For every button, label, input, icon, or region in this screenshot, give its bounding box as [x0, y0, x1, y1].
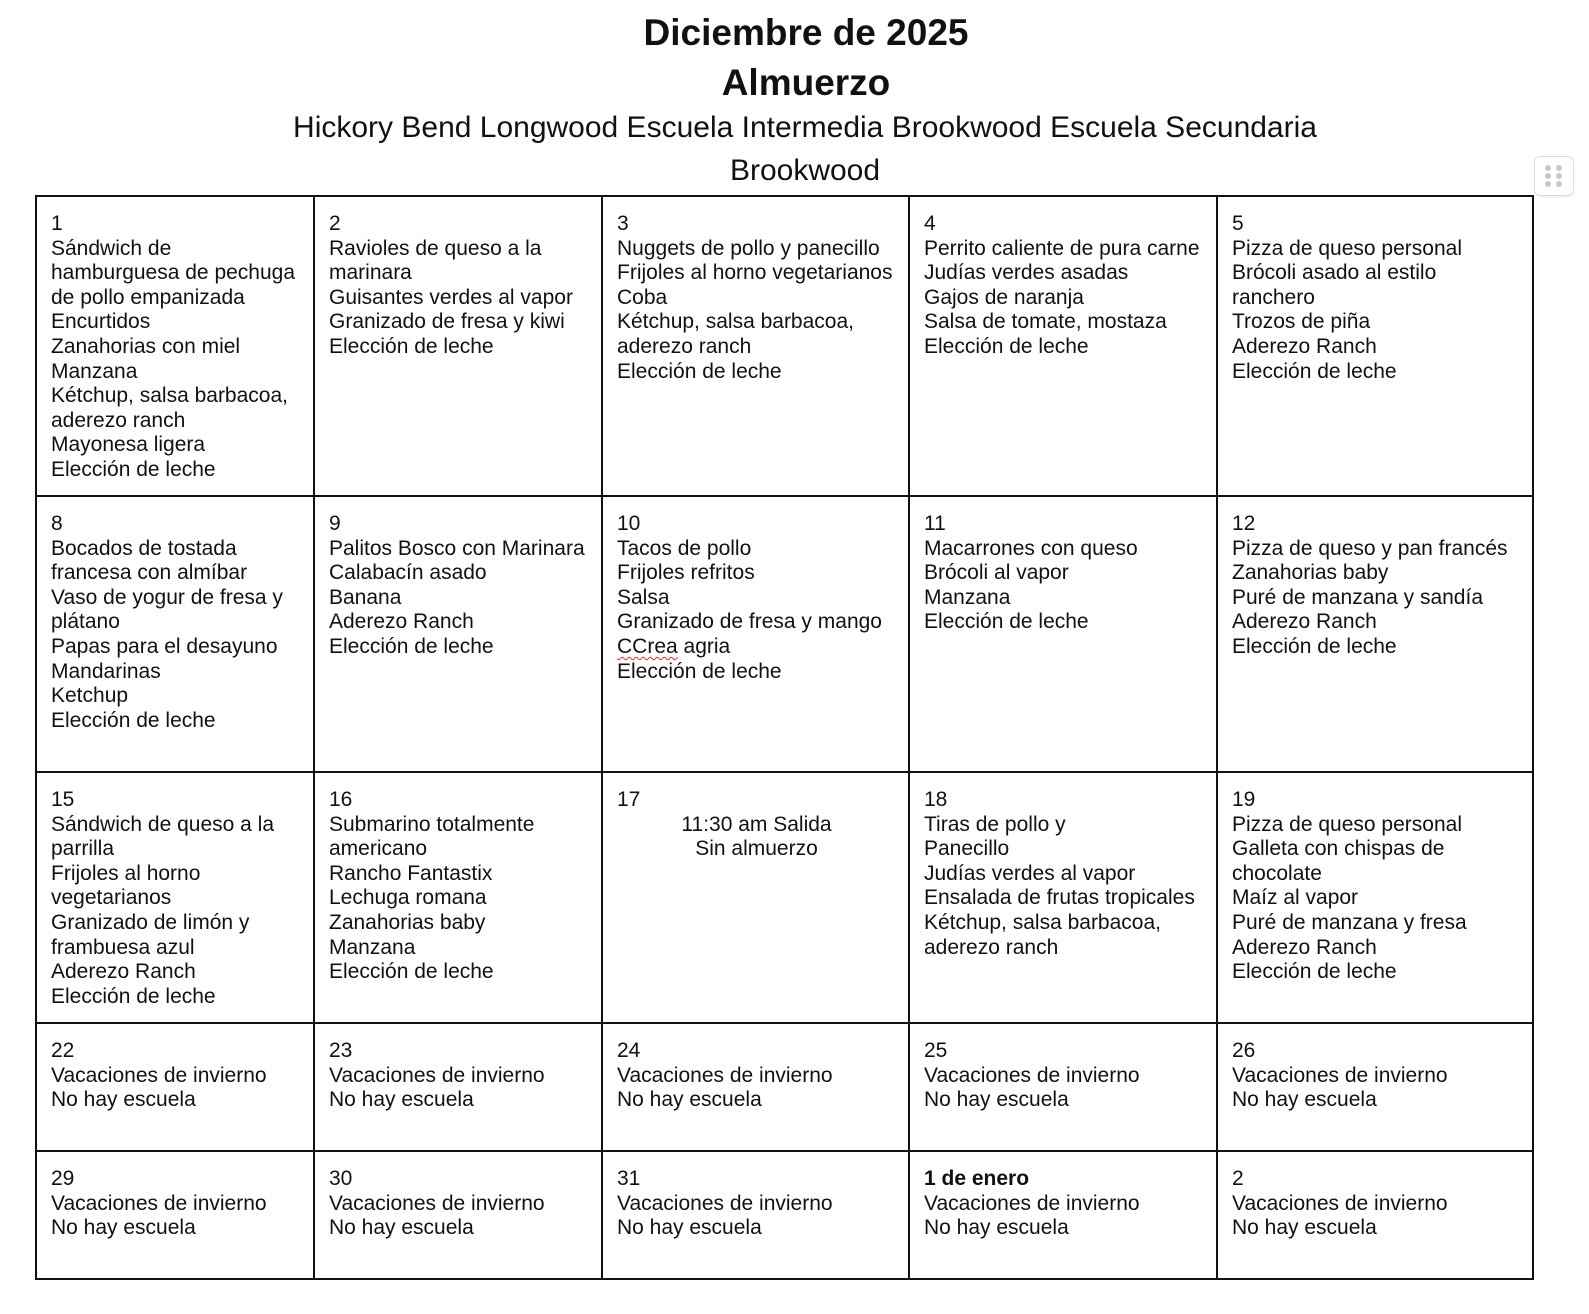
page-title: Diciembre de 2025: [643, 12, 969, 53]
misspelled-word[interactable]: CCrea: [617, 634, 678, 658]
day-number: 26: [1232, 1039, 1256, 1062]
calendar-day-cell[interactable]: [909, 196, 1217, 496]
calendar-day-cell[interactable]: [314, 196, 602, 496]
menu-item-rest: agria: [677, 634, 731, 658]
no-school-note: No hay escuela: [329, 1088, 474, 1112]
menu-item: Panecillo: [924, 837, 1010, 861]
menu-item: Manzana: [329, 935, 416, 959]
day-number: 11: [924, 512, 946, 535]
calendar-day-cell[interactable]: [909, 1151, 1217, 1279]
holiday-note: Vacaciones de invierno: [1232, 1063, 1448, 1087]
menu-item: Elección de leche: [51, 984, 216, 1008]
menu-item: Elección de leche: [1232, 960, 1397, 984]
no-school-note: No hay escuela: [924, 1088, 1069, 1112]
menu-item: Frijoles al horno vegetarianos: [51, 861, 201, 910]
menu-item: Granizado de fresa y kiwi: [329, 310, 565, 334]
holiday-note: Vacaciones de invierno: [617, 1063, 833, 1087]
day-number: 3: [617, 212, 629, 235]
menu-item: Elección de leche: [329, 334, 494, 358]
menu-item-sour-cream: [617, 635, 896, 660]
holiday-note: Vacaciones de invierno: [1232, 1191, 1448, 1215]
menu-item: Ensalada de frutas tropicales: [924, 886, 1195, 910]
drag-dot-icon: [1556, 181, 1562, 187]
calendar-week-row: [36, 1151, 1533, 1279]
calendar-week-row: [36, 1023, 1533, 1151]
day-number: 31: [617, 1167, 641, 1190]
menu-item: Elección de leche: [329, 960, 494, 984]
day-number-new-year: 1 de enero: [924, 1167, 1030, 1190]
day-number: 22: [51, 1039, 75, 1062]
menu-item: Macarrones con queso: [924, 536, 1138, 560]
day-number: 2: [1232, 1167, 1244, 1190]
menu-item: Maíz al vapor: [1232, 886, 1359, 910]
day-number: 15: [51, 788, 75, 811]
day-number: 4: [924, 212, 936, 235]
menu-item: Zanahorias con miel: [51, 334, 241, 358]
menu-item: Salsa: [617, 585, 670, 609]
no-school-note: No hay escuela: [1232, 1088, 1377, 1112]
no-school-note: No hay escuela: [617, 1088, 762, 1112]
menu-item: Submarino totalmente americano: [329, 812, 535, 861]
day-number: 17: [617, 788, 641, 811]
calendar-day-cell[interactable]: [36, 1023, 314, 1151]
menu-item: Salsa de tomate, mostaza: [924, 310, 1167, 334]
menu-item: Trozos de piña: [1232, 310, 1371, 334]
menu-item: Elección de leche: [1232, 359, 1397, 383]
menu-item: Tacos de pollo: [617, 536, 752, 560]
drag-dot-icon: [1556, 173, 1562, 179]
day-number: 16: [329, 788, 353, 811]
menu-item: Zanahorias baby: [329, 910, 486, 934]
menu-item: Manzana: [51, 359, 138, 383]
holiday-note: Vacaciones de invierno: [329, 1191, 545, 1215]
calendar-day-cell[interactable]: [602, 496, 909, 772]
menu-item: Zanahorias baby: [1232, 561, 1389, 585]
day-number: 29: [51, 1167, 75, 1190]
lunch-calendar-table: [35, 195, 1534, 1280]
menu-item: Bocados de tostada francesa con almíbar: [51, 536, 248, 585]
menu-item: Calabacín asado: [329, 561, 487, 585]
schools-subtitle-line2: Brookwood: [729, 154, 881, 187]
menu-item: Aderezo Ranch: [1232, 935, 1377, 959]
menu-item: Guisantes verdes al vapor: [329, 285, 573, 309]
calendar-day-cell[interactable]: [314, 496, 602, 772]
day-number: 25: [924, 1039, 948, 1062]
menu-item: Granizado de limón y frambuesa azul: [51, 910, 250, 959]
menu-item: Kétchup, salsa barbacoa, aderezo ranch: [617, 310, 854, 358]
menu-item: Elección de leche: [924, 334, 1089, 358]
menu-item: Brócoli al vapor: [924, 561, 1069, 585]
menu-item: Frijoles refritos: [617, 561, 755, 585]
day-number: 2: [329, 212, 341, 235]
no-school-note: No hay escuela: [924, 1216, 1069, 1240]
day-number: 24: [617, 1039, 641, 1062]
menu-item: Gajos de naranja: [924, 285, 1084, 309]
calendar-day-cell[interactable]: [602, 1151, 909, 1279]
menu-item: Aderezo Ranch: [329, 610, 474, 634]
menu-item: Elección de leche: [1232, 634, 1397, 658]
menu-item: Nuggets de pollo y panecillo: [617, 236, 880, 260]
table-drag-handle-icon[interactable]: [1534, 156, 1574, 196]
calendar-day-cell[interactable]: [314, 1023, 602, 1151]
menu-item: Judías verdes asadas: [924, 261, 1129, 285]
menu-item: Pizza de queso personal: [1232, 812, 1462, 836]
calendar-day-cell[interactable]: [602, 772, 909, 1023]
menu-item: Ravioles de queso a la marinara: [329, 236, 542, 285]
menu-item: Sándwich de hamburguesa de pechuga de pollo empanizada: [51, 236, 296, 309]
holiday-note: Vacaciones de invierno: [51, 1063, 267, 1087]
drag-dot-icon: [1545, 165, 1551, 171]
no-school-note: No hay escuela: [1232, 1216, 1377, 1240]
menu-item: Rancho Fantastix: [329, 861, 493, 885]
calendar-day-cell[interactable]: [36, 772, 314, 1023]
menu-item: Manzana: [924, 585, 1011, 609]
menu-item: Mayonesa ligera: [51, 433, 206, 457]
no-school-note: No hay escuela: [51, 1088, 196, 1112]
calendar-day-cell[interactable]: [1217, 496, 1533, 772]
drag-dot-icon: [1545, 173, 1551, 179]
menu-item: Encurtidos: [51, 310, 151, 334]
menu-item: Puré de manzana y fresa: [1232, 910, 1467, 934]
calendar-day-cell[interactable]: [909, 496, 1217, 772]
day-number: 1: [51, 212, 63, 235]
menu-item: Elección de leche: [51, 708, 216, 732]
menu-item: Pizza de queso personal: [1232, 236, 1462, 260]
schools-subtitle-line1: Hickory Bend Longwood Escuela Intermedia Brookwood Escuela Secundaria: [293, 111, 1317, 144]
menu-item: Lechuga romana: [329, 886, 487, 910]
early-dismissal-note: 11:30 am Salida: [681, 812, 832, 836]
day-number: 12: [1232, 512, 1256, 535]
menu-item: Elección de leche: [329, 634, 494, 658]
no-school-note: No hay escuela: [51, 1216, 196, 1240]
drag-dot-icon: [1545, 181, 1551, 187]
day-number: 9: [329, 512, 341, 535]
menu-item: Tiras de pollo y: [924, 812, 1066, 836]
holiday-note: Vacaciones de invierno: [329, 1063, 545, 1087]
calendar-day-cell[interactable]: [602, 1023, 909, 1151]
no-lunch-note: Sin almuerzo: [695, 837, 818, 861]
day-number: 18: [924, 788, 948, 811]
holiday-note: Vacaciones de invierno: [924, 1191, 1140, 1215]
calendar-day-cell[interactable]: [36, 496, 314, 772]
day-number: 5: [1232, 212, 1244, 235]
menu-item: Kétchup, salsa barbacoa, aderezo ranch: [924, 910, 1161, 959]
calendar-week-row: [36, 196, 1533, 496]
menu-item: Aderezo Ranch: [1232, 334, 1377, 358]
calendar-day-cell[interactable]: [602, 196, 909, 496]
menu-item: Mandarinas: [51, 659, 161, 683]
calendar-day-cell[interactable]: [909, 1023, 1217, 1151]
menu-item: Kétchup, salsa barbacoa, aderezo ranch: [51, 384, 288, 432]
calendar-day-cell[interactable]: [314, 1151, 602, 1279]
menu-item: Pizza de queso y pan francés: [1232, 536, 1508, 560]
calendar-day-cell[interactable]: [36, 196, 314, 496]
holiday-note: Vacaciones de invierno: [51, 1191, 267, 1215]
meal-title: Almuerzo: [721, 62, 891, 103]
menu-item: Aderezo Ranch: [51, 960, 196, 984]
calendar-day-cell[interactable]: [314, 772, 602, 1023]
calendar-week-row: [36, 496, 1533, 772]
menu-item: Elección de leche: [51, 457, 216, 481]
day-number: 8: [51, 512, 63, 535]
calendar-day-cell[interactable]: [1217, 772, 1533, 1023]
day-number: 23: [329, 1039, 353, 1062]
holiday-note: Vacaciones de invierno: [617, 1191, 833, 1215]
menu-item: Coba: [617, 285, 668, 309]
no-school-note: No hay escuela: [617, 1216, 762, 1240]
menu-item: Galleta con chispas de chocolate: [1232, 837, 1445, 885]
menu-item: Banana: [329, 585, 402, 609]
calendar-day-cell[interactable]: [1217, 196, 1533, 496]
schools-subtitle: [240, 106, 1370, 192]
calendar-day-cell[interactable]: [1217, 1151, 1533, 1279]
menu-item: Ketchup: [51, 684, 129, 708]
menu-item: Elección de leche: [617, 659, 782, 683]
menu-item: Perrito caliente de pura carne: [924, 236, 1200, 260]
menu-item: Judías verdes al vapor: [924, 861, 1136, 885]
menu-item: Puré de manzana y sandía: [1232, 585, 1483, 609]
holiday-note: Vacaciones de invierno: [924, 1063, 1140, 1087]
menu-item: Elección de leche: [924, 610, 1089, 634]
menu-item: Elección de leche: [617, 359, 782, 383]
menu-item: Frijoles al horno vegetarianos: [617, 261, 893, 285]
no-school-note: No hay escuela: [329, 1216, 474, 1240]
menu-item: Sándwich de queso a la parrilla: [51, 812, 274, 861]
day-number: 19: [1232, 788, 1256, 811]
drag-dot-icon: [1556, 165, 1562, 171]
day-number: 30: [329, 1167, 353, 1190]
calendar-day-cell[interactable]: [909, 772, 1217, 1023]
menu-item: Brócoli asado al estilo ranchero: [1232, 261, 1437, 309]
menu-item: Aderezo Ranch: [1232, 610, 1377, 634]
calendar-week-row: [36, 772, 1533, 1023]
menu-item: Granizado de fresa y mango: [617, 610, 882, 634]
menu-item: Palitos Bosco con Marinara: [329, 536, 585, 560]
menu-item: Papas para el desayuno: [51, 634, 278, 658]
calendar-day-cell[interactable]: [36, 1151, 314, 1279]
calendar-day-cell[interactable]: [1217, 1023, 1533, 1151]
day-number: 10: [617, 512, 641, 535]
menu-item: Vaso de yogur de fresa y plátano: [51, 585, 283, 634]
